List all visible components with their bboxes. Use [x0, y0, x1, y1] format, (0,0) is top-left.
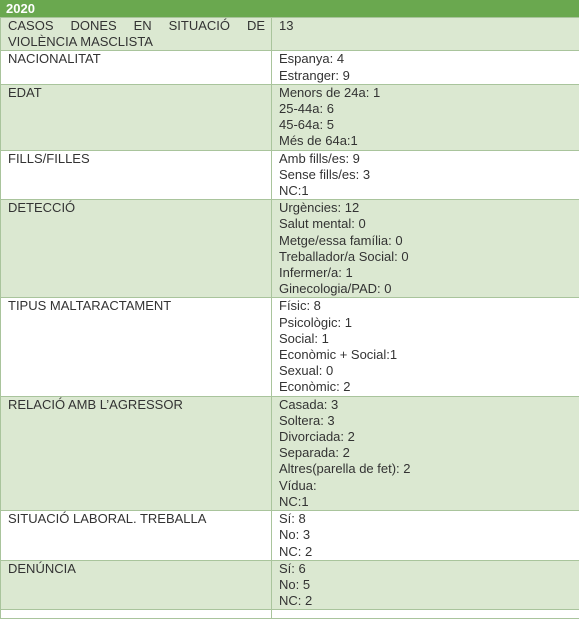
table-row-casos: [1, 18, 579, 51]
row-value: Amb fills/es: 9: [279, 151, 579, 167]
row-value: Més de 64a:1: [279, 133, 579, 149]
row-value: Menors de 24a: 1: [279, 85, 579, 101]
row-value: Sexual: 0: [279, 363, 579, 379]
table-row-tipus: [1, 298, 579, 396]
row-value: Vídua:: [279, 478, 579, 494]
row-label: TIPUS MALTARACTAMENT: [1, 298, 272, 396]
row-values: [272, 511, 579, 561]
table-row-deteccio: [1, 200, 579, 298]
row-value: Salut mental: 0: [279, 216, 579, 232]
row-values: [272, 560, 579, 610]
row-value: Estranger: 9: [279, 68, 579, 84]
row-value: Altres(parella de fet): 2: [279, 461, 579, 477]
row-value: Econòmic + Social:1: [279, 347, 579, 363]
row-label: DENÚNCIA: [1, 560, 272, 610]
row-value: Urgències: 12: [279, 200, 579, 216]
table-row-fills: [1, 150, 579, 200]
row-label: FILLS/FILLES: [1, 150, 272, 200]
row-values: [272, 298, 579, 396]
row-values: [272, 150, 579, 200]
table-row-truncated: [1, 610, 579, 619]
row-label: EDAT: [1, 84, 272, 150]
row-label: NACIONALITAT: [1, 51, 272, 84]
row-value: Econòmic: 2: [279, 379, 579, 395]
row-label: RELACIÓ AMB L’AGRESSOR: [1, 396, 272, 510]
row-values: [272, 396, 579, 510]
row-label: DETECCIÓ: [1, 200, 272, 298]
row-value: Infermer/a: 1: [279, 265, 579, 281]
table-row-edat: [1, 84, 579, 150]
row-value: Sense fills/es: 3: [279, 167, 579, 183]
row-value: Social: 1: [279, 331, 579, 347]
statistics-table: [0, 17, 579, 619]
row-value: 25-44a: 6: [279, 101, 579, 117]
row-value: Ginecologia/PAD: 0: [279, 281, 579, 297]
row-value: Sí: 6: [279, 561, 579, 577]
row-value: Casada: 3: [279, 397, 579, 413]
row-value: NC:1: [279, 494, 579, 510]
row-values: [272, 200, 579, 298]
row-values: [272, 610, 579, 619]
row-value: Metge/essa família: 0: [279, 233, 579, 249]
row-value: No: 5: [279, 577, 579, 593]
row-value: Físic: 8: [279, 298, 579, 314]
row-value: Psicològic: 1: [279, 315, 579, 331]
row-value: 45-64a: 5: [279, 117, 579, 133]
row-value: Divorciada: 2: [279, 429, 579, 445]
row-value: Separada: 2: [279, 445, 579, 461]
table-row-relacio: [1, 396, 579, 510]
row-value: Sí: 8: [279, 511, 579, 527]
table-row-situacio-laboral: [1, 511, 579, 561]
table-row-denuncia: [1, 560, 579, 610]
row-value: NC:1: [279, 183, 579, 199]
row-label: [1, 610, 272, 619]
table-row-nacionalitat: [1, 51, 579, 84]
row-values: [272, 51, 579, 84]
row-value: 13: [279, 18, 579, 34]
row-values: [272, 18, 579, 51]
row-values: [272, 84, 579, 150]
row-value: Espanya: 4: [279, 51, 579, 67]
row-value: Treballador/a Social: 0: [279, 249, 579, 265]
row-value: NC: 2: [279, 593, 579, 609]
row-label: SITUACIÓ LABORAL. TREBALLA: [1, 511, 272, 561]
row-value: No: 3: [279, 527, 579, 543]
row-value: Soltera: 3: [279, 413, 579, 429]
row-label: CASOS DONES EN SITUACIÓ DE VIOLÈNCIA MASCLISTA: [1, 18, 272, 51]
year-header: 2020: [0, 0, 579, 17]
row-value: NC: 2: [279, 544, 579, 560]
